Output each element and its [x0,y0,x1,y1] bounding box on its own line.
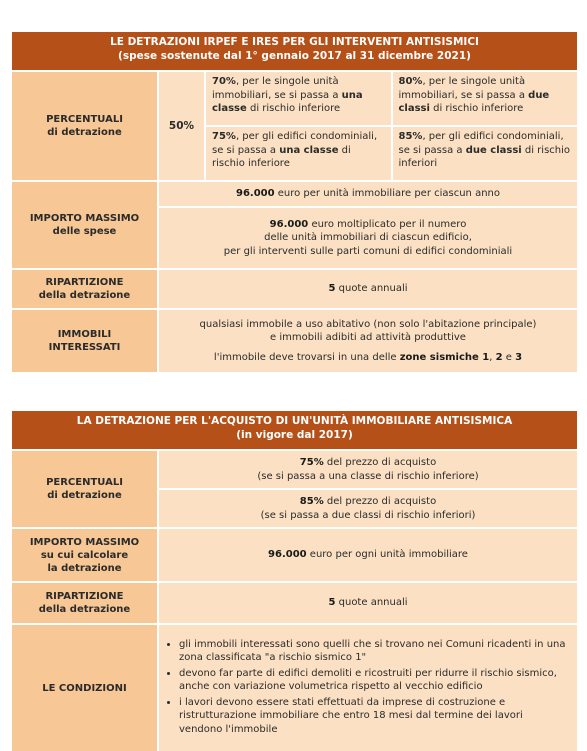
label-line: LE CONDIZIONI [42,682,127,694]
immobili-line: e immobili adibiti ad attività produttive [270,332,466,344]
table-acquisto [12,411,577,751]
table-title: LA DETRAZIONE PER L'ACQUISTO DI UN'UNITÀ IMMOBILIARE ANTISISMICA [76,415,513,427]
row-ripartizione [12,581,577,623]
pct-cell: 80%, per le singole unità immobiliari, se si passa a due classi di rischio inferiore [393,72,578,125]
row-ripartizione [12,268,577,308]
row-label [12,529,157,581]
label-line: di detrazione [47,127,122,138]
importo-values [157,182,577,268]
table-title: LE DETRAZIONI IRPEF E IRES PER GLI INTERVENTI ANTISISMICI [110,36,479,48]
row-importo [12,527,577,581]
label-line: IMPORTO MASSIMO [29,213,140,224]
condizioni-values [157,625,577,751]
ripartizione-value: 5 quote annuali [157,270,577,308]
label-line: PERCENTUALI [46,477,123,488]
row-label [12,310,157,372]
label-line: della detrazione [38,604,131,615]
row-label [12,625,157,751]
list-item: • devono far parte di edifici demoliti e ricostruiti per ridurre il rischio sismico, anche con variazione volumetrica rispetto al vecchio edificio [179,667,569,694]
row-label [12,583,157,623]
label-line: la detrazione [47,562,122,574]
condition-list [159,634,577,743]
row-condizioni [12,623,577,751]
label-line: su cui calcolare [40,549,129,561]
label-line: delle spese [52,226,117,237]
importo-line: 96.000 euro moltiplicato per il numero delle unità immobiliari di ciascun edificio, per gli interventi sulle parti comuni di edifici condominiali [159,206,577,268]
pct-cell: 85%, per gli edifici condominiali, se si passa a due classi di rischio inferiori [393,127,578,180]
importo-line: 96.000 euro per unità immobiliare per ciascun anno [235,188,500,200]
label-line: PERCENTUALI [46,114,123,125]
importo-value: 96.000 euro per ogni unità immobiliare [157,529,577,581]
row-label [12,182,157,268]
base-percentage: 50% [157,72,204,180]
ripartizione-value: 5 quote annuali [157,583,577,623]
table-antisismici [12,32,577,372]
row-importo [12,180,577,268]
immobili-line: qualsiasi immobile a uso abitativo (non solo l'abitazione principale) [199,318,537,330]
row-label [12,72,157,180]
label-line: di detrazione [47,490,122,501]
table-header [12,411,577,449]
row-immobili [12,308,577,372]
pct-cell: 75%, per gli edifici condominiali, se si passa a una classe di rischio inferiore [206,127,391,180]
table-subtitle: (in vigore dal 2017) [236,429,353,441]
row-percentuali [12,449,577,527]
label-line: INTERESSATI [48,342,121,353]
pct-line: 85% del prezzo di acquisto (se si passa a due classi di rischio inferiori) [159,488,577,527]
label-line: IMMOBILI [57,329,112,340]
label-line: RIPARTIZIONE [45,591,124,602]
percentage-grid [204,72,577,180]
percentuali-values [157,451,577,527]
table-header [12,32,577,70]
label-line: IMPORTO MASSIMO [29,536,140,548]
list-item: • gli immobili interessati sono quelli che si trovano nei Comuni ricadenti in una zona classificata "a rischio sismico 1" [179,638,569,665]
label-line: della detrazione [38,290,131,301]
immobili-zone-line: l'immobile deve trovarsi in una delle zone sismiche 1, 2 e 3 [213,351,523,363]
label-line: RIPARTIZIONE [45,277,124,288]
row-percentuali [12,70,577,180]
row-label [12,451,157,527]
row-label [12,270,157,308]
table-subtitle: (spese sostenute dal 1° gennaio 2017 al 31 dicembre 2021) [118,50,471,62]
list-item: • i lavori devono essere stati effettuati da imprese di costruzione e ristrutturazione immobiliare che entro 18 mesi dal termine dei lavori vendono l'immobile [179,696,569,737]
pct-line: 75% del prezzo di acquisto (se si passa a una classe di rischio inferiore) [257,457,479,482]
pct-cell: 70%, per le singole unità immobiliari, se si passa a una classe di rischio inferiore [206,72,391,125]
immobili-values [157,310,577,372]
